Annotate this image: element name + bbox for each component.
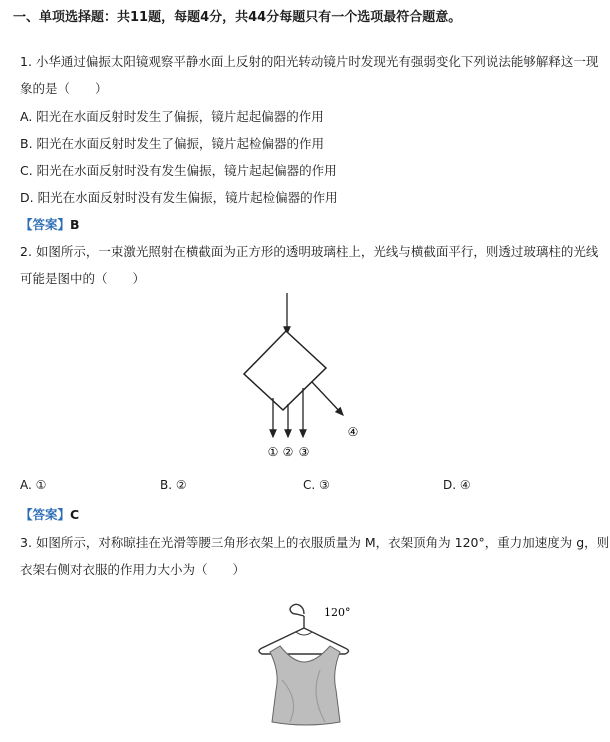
- q2-stem-line1: 2. 如图所示，一束激光照射在横截面为正方形的透明玻璃柱上，光线与横截面平行，则透过玻璃柱的光线: [20, 244, 599, 259]
- hanger-hook: [290, 604, 304, 616]
- ray-label-3: ③: [298, 445, 310, 459]
- q2-answer-label: 【答案】: [20, 507, 71, 522]
- q1-option-b: B. 阳光在水面反射时发生了偏振，镜片起检偏器的作用: [20, 136, 325, 151]
- q1-option-d: D. 阳光在水面反射时没有发生偏振，镜片起检偏器的作用: [20, 190, 338, 205]
- q3-stem-line1: 3. 如图所示，对称晾挂在光滑等腰三角形衣架上的衣服质量为 M，衣架顶角为 120°，重力加速度为 g，则: [20, 535, 610, 550]
- q2-option-b: B. ②: [160, 478, 187, 492]
- q2-option-a: A. ①: [20, 478, 47, 492]
- q1-answer-value: B: [70, 217, 80, 232]
- q1-answer-label: 【答案】: [20, 217, 71, 232]
- ray-label-1: ①: [267, 445, 279, 459]
- angle-arc: [296, 632, 312, 635]
- vest-shape: [270, 646, 340, 725]
- ray-label-4: ④: [347, 425, 359, 439]
- q1-option-c: C. 阳光在水面反射时没有发生偏振，镜片起起偏器的作用: [20, 163, 337, 178]
- angle-label: 120°: [324, 606, 351, 619]
- glass-prism: [244, 331, 326, 410]
- q1-stem-line2: 象的是（ ）: [20, 81, 108, 96]
- q1-stem-line1: 1. 小华通过偏振太阳镜观察平静水面上反射的阳光转动镜片时发现光有强弱变化下列说法能够解释这一现: [20, 54, 599, 69]
- q3-figure: [259, 604, 351, 725]
- q2-stem-line2: 可能是图中的（ ）: [20, 271, 146, 286]
- q2-answer: [20, 505, 79, 523]
- ray-4: [312, 382, 343, 415]
- q2-answer-value: C: [70, 507, 80, 522]
- q2-option-d: D. ④: [443, 478, 471, 492]
- section-title: 一、单项选择题：共11题，每题4分，共44分每题只有一个选项最符合题意。: [13, 10, 462, 25]
- ray-label-2: ②: [282, 445, 294, 459]
- q3-stem-line2: 衣架右侧对衣服的作用力大小为（ ）: [20, 562, 246, 577]
- q2-option-c: C. ③: [303, 478, 330, 492]
- q1-option-a: A. 阳光在水面反射时发生了偏振，镜片起起偏器的作用: [20, 109, 324, 124]
